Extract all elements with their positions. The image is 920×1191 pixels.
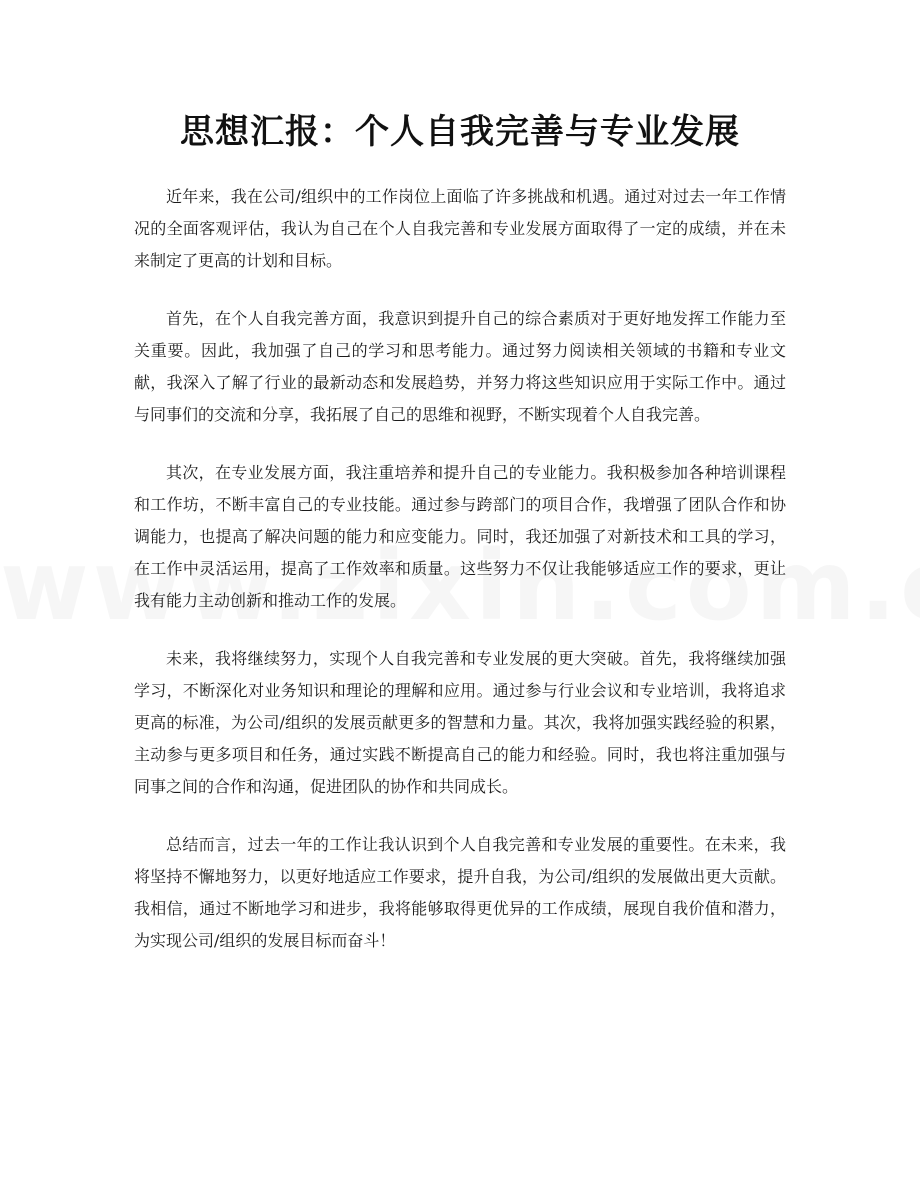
paragraph-2: 首先，在个人自我完善方面，我意识到提升自己的综合素质对于更好地发挥工作能力至关重要。因此，我加强了自己的学习和思考能力。通过努力阅读相关领域的书籍和专业文献，我深入了解了行业的最新动态和发展趋势，并努力将这些知识应用于实际工作中。通过与同事们的交流和分享，我拓展了自己的思维和视野，不断实现着个人自我完善。 [134, 309, 786, 424]
paragraph-1: 近年来，我在公司/组织中的工作岗位上面临了许多挑战和机遇。通过对过去一年工作情况的全面客观评估，我认为自己在个人自我完善和专业发展方面取得了一定的成绩，并在未来制定了更高的计划和目标。 [134, 187, 786, 270]
paragraph-3: 其次，在专业发展方面，我注重培养和提升自己的专业能力。我积极参加各种培训课程和工作坊，不断丰富自己的专业技能。通过参与跨部门的项目合作，我增强了团队合作和协调能力，也提高了解决问题的能力和应变能力。同时，我还加强了对新技术和工具的学习，在工作中灵活运用，提高了工作效率和质量。这些努力不仅让我能够适应工作的要求，更让我有能力主动创新和推动工作的发展。 [134, 463, 786, 610]
paragraph-5: 总结而言，过去一年的工作让我认识到个人自我完善和专业发展的重要性。在未来，我将坚持不懈地努力，以更好地适应工作要求，提升自我，为公司/组织的发展做出更大贡献。我相信，通过不断地学习和进步，我将能够取得更优异的工作成绩，展现自我价值和潜力，为实现公司/组织的发展目标而奋斗！ [134, 835, 786, 950]
page-title: 思想汇报：个人自我完善与专业发展 [180, 112, 740, 152]
document-body [134, 181, 786, 983]
paragraph-4: 未来，我将继续努力，实现个人自我完善和专业发展的更大突破。首先，我将继续加强学习，不断深化对业务知识和理论的理解和应用。通过参与行业会议和专业培训，我将追求更高的标准，为公司/组织的发展贡献更多的智慧和力量。其次，我将加强实践经验的积累，主动参与更多项目和任务，通过实践不断提高自己的能力和经验。同时，我也将注重加强与同事之间的合作和沟通，促进团队的协作和共同成长。 [134, 649, 786, 796]
